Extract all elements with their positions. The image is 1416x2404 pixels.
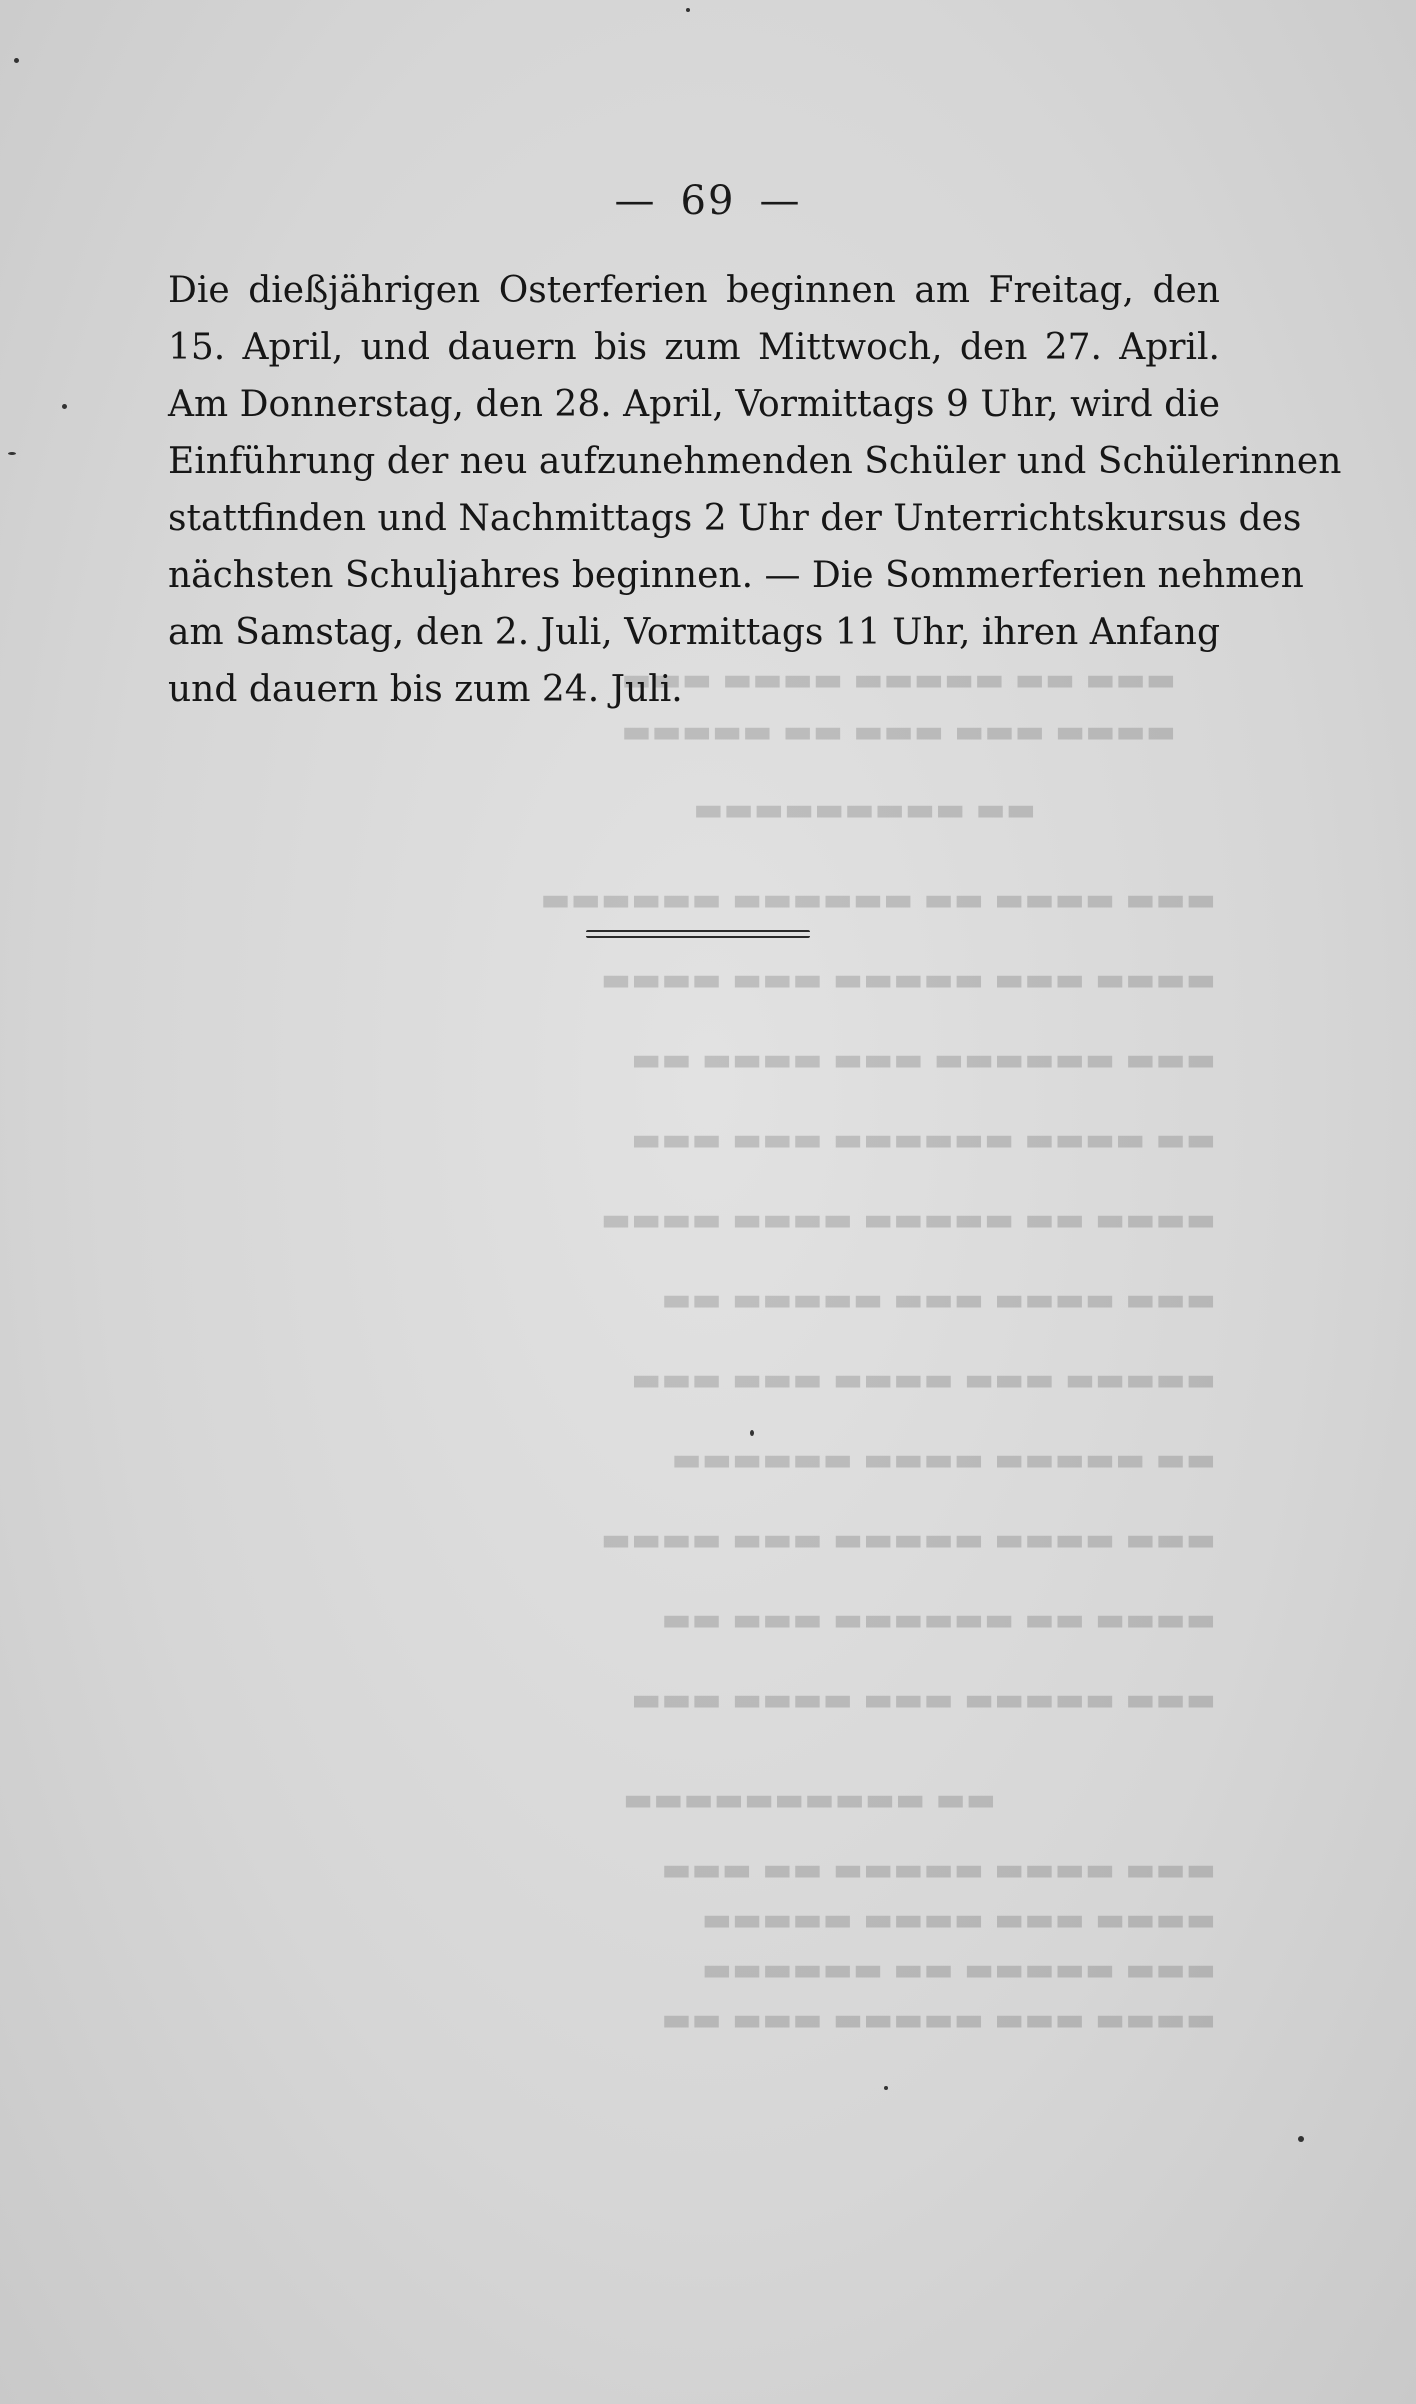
bleed-line: ▬▬▬▬ ▬▬▬ ▬▬▬▬▬ ▬▬▬ ▬▬ (661, 2000, 1216, 2038)
bleed-line: ▬▬▬ ▬▬▬▬ ▬▬▬▬▬ ▬▬▬ ▬▬▬▬ (600, 1520, 1216, 1558)
bleed-line: ▬▬▬ ▬▬▬▬ ▬▬▬▬▬ ▬▬ ▬▬▬ (661, 1850, 1216, 1888)
paragraph-line: Einführung der neu aufzunehmenden Schüler und Schülerinnen (168, 441, 1342, 482)
scan-speck (750, 1430, 754, 1436)
paragraph-line: 15. April, und dauern bis zum Mittwoch, den 27. April. (168, 327, 1220, 368)
paragraph-line: stattfinden und Nachmittags 2 Uhr der Unterrichtskursus des (168, 498, 1302, 539)
paragraph-line: und dauern bis zum 24. Juli. (168, 669, 683, 710)
header-dash-left: — (614, 178, 657, 224)
bleed-line: ▬▬▬▬ ▬▬▬ ▬▬▬ ▬▬ ▬▬▬▬▬ (621, 712, 1176, 750)
bleed-line: ▬▬▬ ▬▬▬▬▬ ▬▬▬ ▬▬▬▬ ▬▬▬ (631, 1680, 1216, 1718)
paragraph-line: nächsten Schuljahres beginnen. — Die Sommerferien nehmen (168, 555, 1304, 596)
bleed-line: ▬▬ ▬▬▬▬▬▬▬▬▬ (693, 790, 1036, 828)
bleed-line: ▬▬▬ ▬▬▬▬ ▬▬▬ ▬▬▬▬▬ ▬▬ (661, 1280, 1216, 1318)
bleed-line: ▬▬▬▬ ▬▬▬ ▬▬▬▬▬ ▬▬▬ ▬▬▬▬ (600, 960, 1216, 998)
scan-speck (686, 8, 690, 12)
paragraph-line: Am Donnerstag, den 28. April, Vormittags 9 Uhr, wird die (168, 384, 1220, 425)
scan-speck (1298, 2136, 1304, 2142)
scan-speck (884, 2086, 888, 2090)
page-number: 69 (680, 178, 736, 224)
bleed-line: ▬▬▬▬ ▬▬ ▬▬▬▬▬▬ ▬▬▬ ▬▬ (661, 1600, 1216, 1638)
body-paragraph (168, 262, 1342, 718)
bleed-line: ▬▬▬ ▬▬▬▬▬▬ ▬▬▬ ▬▬▬▬ ▬▬ (631, 1040, 1216, 1078)
bleed-line: ▬▬▬ ▬▬▬▬▬ ▬▬ ▬▬▬▬▬▬ (701, 1950, 1216, 1988)
bleed-line: ▬▬▬▬ ▬▬▬ ▬▬▬▬ ▬▬▬▬▬ (701, 1900, 1216, 1938)
bleed-line: ▬▬▬ ▬▬▬▬ ▬▬ ▬▬▬▬▬▬ ▬▬▬▬▬▬ (540, 880, 1216, 918)
bleed-line: ▬▬ ▬▬▬▬▬ ▬▬▬▬ ▬▬▬▬▬▬ (671, 1440, 1216, 1478)
page-header (0, 178, 1416, 224)
bleed-line: ▬▬▬ ▬▬ ▬▬▬▬▬ ▬▬▬▬ ▬▬▬ (621, 660, 1176, 698)
paragraph-line: Die dießjährigen Osterferien beginnen am Freitag, den (168, 270, 1220, 311)
paragraph-line: am Samstag, den 2. Juli, Vormittags 11 Uhr, ihren Anfang (168, 612, 1220, 653)
separator-rule (586, 930, 810, 938)
bleed-line: ▬▬ ▬▬▬▬▬▬▬▬▬▬ (623, 1780, 996, 1818)
bleed-line: ▬▬ ▬▬▬▬ ▬▬▬▬▬▬ ▬▬▬ ▬▬▬ (631, 1120, 1216, 1158)
scan-speck (8, 452, 16, 455)
bleed-line: ▬▬▬▬▬ ▬▬▬ ▬▬▬▬ ▬▬▬ ▬▬▬ (631, 1360, 1216, 1398)
bleed-line: ▬▬▬▬ ▬▬ ▬▬▬▬▬ ▬▬▬▬ ▬▬▬▬ (600, 1200, 1216, 1238)
scan-speck (14, 58, 19, 63)
scan-speck (62, 404, 67, 409)
header-dash-right: — (759, 178, 802, 224)
